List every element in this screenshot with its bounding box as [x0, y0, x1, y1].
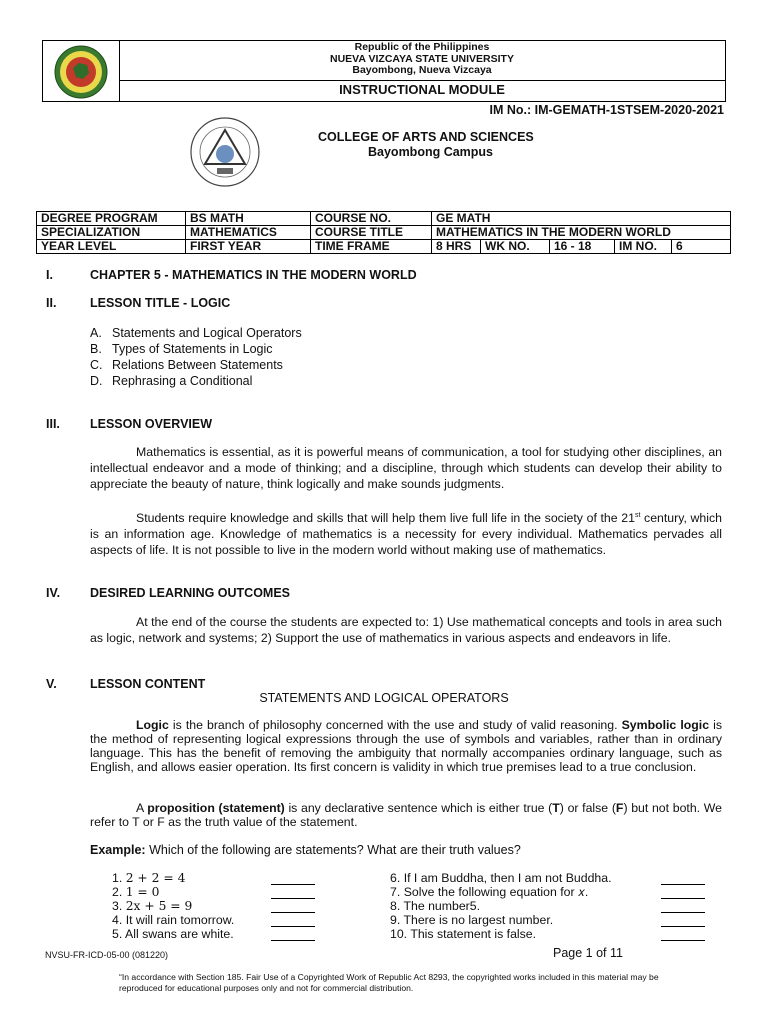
table-cell: 8 HRS: [432, 240, 481, 254]
table-cell: GE MATH: [432, 212, 731, 226]
content-subtitle: STATEMENTS AND LOGICAL OPERATORS: [259, 691, 509, 705]
item-number: 10.: [390, 927, 408, 941]
item-number: 1.: [112, 871, 123, 885]
superscript: st: [634, 512, 641, 519]
form-code: NVSU-FR-ICD-05-00 (081220): [45, 950, 169, 960]
term-proposition: proposition (statement): [147, 801, 285, 815]
table-cell: COURSE NO.: [311, 212, 432, 226]
paragraph-text: ) or false (: [559, 801, 616, 815]
item-text: If I am Buddha, then I am not Buddha.: [403, 871, 612, 885]
example-label: Example:: [90, 843, 146, 857]
section-number: III.: [46, 417, 60, 431]
item-number: 3.: [112, 899, 123, 913]
college-seal: [180, 116, 270, 193]
section-title: LESSON TITLE - LOGIC: [90, 296, 231, 310]
overview-paragraph-1: [90, 444, 722, 492]
table-cell: MATHEMATICS IN THE MODERN WORLD: [432, 226, 731, 240]
item-text: There is no largest number.: [403, 913, 554, 927]
paragraph-text: ) but not both. We refer to T or F as the truth value of the statement.: [90, 801, 722, 829]
list-marker: A.: [90, 326, 102, 340]
section-number: II.: [46, 296, 57, 310]
table-cell: BS MATH: [186, 212, 311, 226]
list-marker: B.: [90, 342, 102, 356]
list-marker: C.: [90, 358, 103, 372]
list-marker: D.: [90, 374, 103, 388]
page-number: Page 1 of 11: [553, 946, 623, 960]
list-item: [112, 913, 234, 927]
examples-left-list: [112, 871, 234, 941]
paragraph-text: is the method of representing logical expressions through the use of symbols and variables, rather than in ordinary language. This has the benefit of removing the ambiguity that normally accompanies ordinary language, such as English, and allows easier operation. Its first concern is validity in which true premises lead to a true conclusion.: [90, 718, 722, 774]
list-text: Relations Between Statements: [112, 358, 283, 372]
list-text: Rephrasing a Conditional: [112, 374, 253, 388]
lesson-topic-list: [90, 325, 302, 389]
table-cell: IM NO.: [615, 240, 672, 254]
list-item: [90, 341, 302, 357]
term-false: F: [615, 801, 624, 815]
table-cell: 6: [672, 240, 731, 254]
section-number: IV.: [46, 586, 61, 600]
college-name: COLLEGE OF ARTS AND SCIENCES: [318, 130, 534, 144]
table-cell: COURSE TITLE: [311, 226, 432, 240]
item-number: 8.: [390, 899, 401, 913]
table-row: [37, 212, 731, 226]
header-line-2: NUEVA VIZCAYA STATE UNIVERSITY: [330, 52, 514, 65]
answer-blank[interactable]: [661, 872, 705, 885]
answer-blank[interactable]: [661, 900, 705, 913]
header-line-3: Bayombong, Nueva Vizcaya: [352, 64, 492, 76]
item-text: 2x + 5 = 9: [125, 899, 193, 913]
table-cell: DEGREE PROGRAM: [37, 212, 186, 226]
nvsu-seal-icon: [43, 41, 119, 101]
item-number: 7.: [390, 885, 401, 899]
section-title: LESSON CONTENT: [90, 677, 206, 691]
item-text: 2 + 2 = 4: [125, 871, 186, 885]
list-item: [390, 899, 612, 913]
answer-blank[interactable]: [271, 900, 315, 913]
paragraph-text: Students require knowledge and skills that will help them live full life in the society of the 21: [136, 511, 635, 526]
answer-blank[interactable]: [271, 872, 315, 885]
list-item: [90, 373, 302, 389]
proposition-paragraph: [90, 801, 722, 829]
item-number: 5.: [112, 927, 123, 941]
list-item: [90, 325, 302, 341]
list-item: [390, 871, 612, 885]
answer-blank[interactable]: [661, 928, 705, 941]
table-cell: TIME FRAME: [311, 240, 432, 254]
header-institution: [119, 41, 725, 81]
section-title: CHAPTER 5 - MATHEMATICS IN THE MODERN WORLD: [90, 268, 417, 282]
course-info-table: [36, 211, 731, 254]
section-number: V.: [46, 677, 57, 691]
campus-name: Bayombong Campus: [368, 145, 494, 159]
term-true: T: [552, 801, 560, 815]
item-text: 1 = 0: [125, 885, 160, 899]
header-line-1: Republic of the Philippines: [354, 41, 490, 53]
answer-blank[interactable]: [661, 914, 705, 927]
item-number: 9.: [390, 913, 401, 927]
table-cell: SPECIALIZATION: [37, 226, 186, 240]
table-cell: 16 - 18: [550, 240, 615, 254]
list-item: [390, 927, 612, 941]
paragraph-text: is the branch of philosophy concerned with the use and study of valid reasoning.: [168, 718, 622, 732]
header-table: [42, 40, 726, 102]
term-logic: Logic: [136, 718, 169, 732]
example-text: Which of the following are statements? What are their truth values?: [145, 843, 521, 857]
paragraph-text: century, which is an information age. Knowledge of mathematics is a necessity for every individual. Mathematics pervades all aspects of life. It is not possible to live in the modern world without making use of mathematics.: [90, 511, 722, 558]
table-row: [37, 240, 731, 254]
copyright-note: “In accordance with Section 185. Fair Use of a Copyrighted Work of Republic Act 8293, the copyrighted works included in this material may be reproduced for educational purposes only and not for commercial distribution.: [119, 972, 659, 993]
university-logo-cell: [43, 41, 120, 101]
im-number: IM No.: IM-GEMATH-1STSEM-2020-2021: [489, 103, 724, 117]
list-item: [390, 885, 612, 899]
answer-blank[interactable]: [271, 886, 315, 899]
item-text: Solve the following equation for 𝑥.: [403, 885, 589, 899]
paragraph-text: A: [136, 801, 148, 815]
section-title: DESIRED LEARNING OUTCOMES: [90, 586, 291, 600]
item-text: The number5.: [403, 899, 481, 913]
paragraph-text: is any declarative sentence which is either true (: [284, 801, 553, 815]
list-item: [112, 899, 234, 913]
list-item: [112, 885, 234, 899]
module-title: INSTRUCTIONAL MODULE: [339, 82, 505, 97]
paragraph-text: At the end of the course the students are expected to: 1) Use mathematical concepts and tools in area such as logic, network and systems; 2) Support the use of mathematics in various aspects and endeavors in life.: [90, 615, 722, 645]
table-cell: MATHEMATICS: [186, 226, 311, 240]
table-cell: FIRST YEAR: [186, 240, 311, 254]
list-item: [390, 913, 612, 927]
examples-right-list: [390, 871, 612, 941]
outcomes-paragraph: [90, 614, 722, 646]
paragraph-text: Mathematics is essential, as it is powerful means of communication, a tool for studying other disciplines, an intellectual endeavor and a mode of thinking; and a discipline, through which students can develop their ability to appreciate the beauty of nature, think logically and make sounds judgments.: [90, 445, 722, 491]
section-title: LESSON OVERVIEW: [90, 417, 213, 431]
logic-paragraph: [90, 718, 722, 774]
list-item: [112, 927, 234, 941]
table-cell: YEAR LEVEL: [37, 240, 186, 254]
section-number: I.: [46, 268, 53, 282]
item-number: 6.: [390, 871, 401, 885]
list-text: Types of Statements in Logic: [112, 342, 273, 356]
college-block: [318, 130, 534, 160]
overview-paragraph-2: [90, 508, 722, 558]
item-number: 4.: [112, 913, 123, 927]
table-row: [37, 226, 731, 240]
item-text: It will rain tomorrow.: [125, 913, 235, 927]
list-text: Statements and Logical Operators: [112, 326, 302, 340]
item-text: This statement is false.: [410, 927, 537, 941]
answer-blank[interactable]: [661, 886, 705, 899]
item-number: 2.: [112, 885, 123, 899]
answer-blank[interactable]: [271, 914, 315, 927]
table-cell: WK NO.: [481, 240, 550, 254]
answer-blank[interactable]: [271, 928, 315, 941]
college-seal-icon: [180, 116, 270, 188]
example-prompt: [90, 843, 521, 857]
list-item: [112, 871, 234, 885]
item-text: All swans are white.: [125, 927, 234, 941]
term-symbolic-logic: Symbolic logic: [621, 718, 710, 732]
list-item: [90, 357, 302, 373]
